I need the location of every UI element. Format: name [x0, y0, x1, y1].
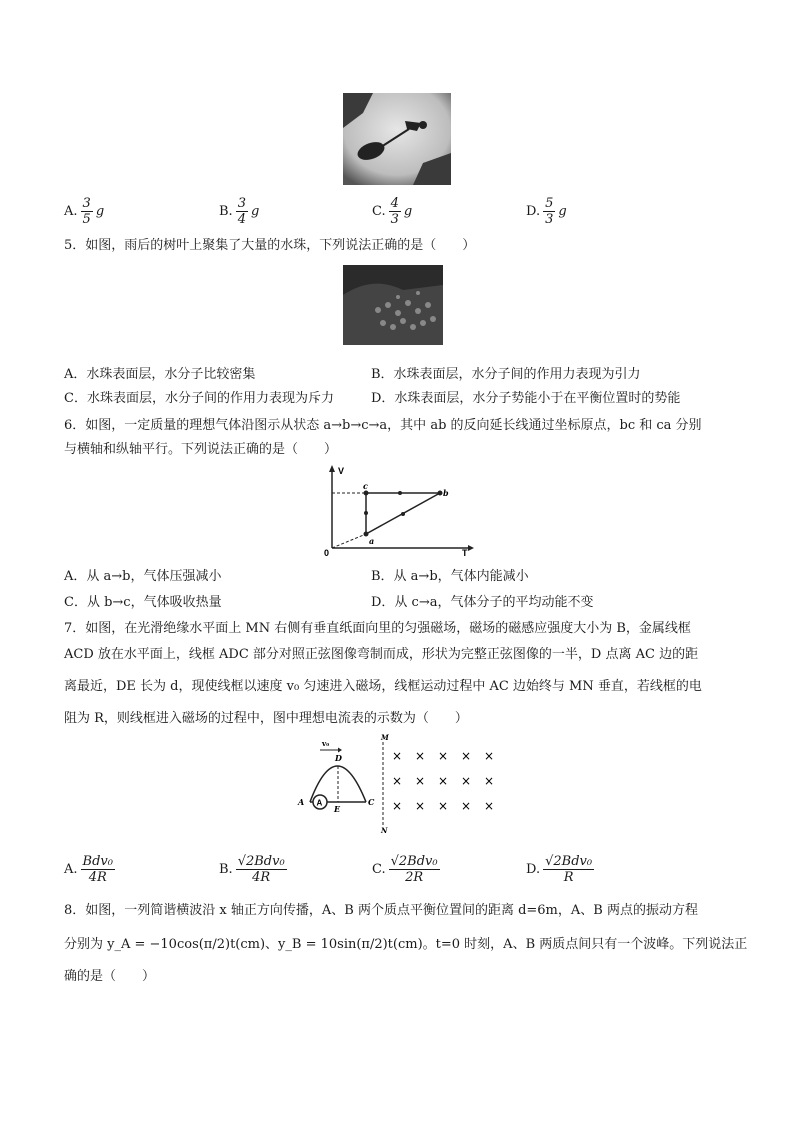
- q7-option-c[interactable]: [372, 850, 443, 888]
- numerator: √2Bdv₀: [390, 853, 438, 869]
- point-c: [364, 491, 369, 496]
- numerator: √2Bdv₀: [545, 853, 593, 869]
- field-cross: ×: [392, 749, 403, 763]
- magnetic-field-figure: [294, 732, 502, 834]
- rocket-photo-art: [343, 93, 451, 185]
- point-b: [438, 491, 443, 496]
- velocity-arrowhead: [338, 748, 342, 753]
- denominator: 4R: [88, 869, 107, 885]
- fraction: [389, 196, 401, 227]
- label-b: b: [443, 488, 449, 498]
- option-label: D.: [526, 861, 541, 877]
- option-label: A.: [64, 203, 78, 219]
- t-axis-arrow: [468, 545, 474, 551]
- fraction: [543, 854, 594, 885]
- velocity-label: v₀: [322, 739, 330, 748]
- denominator: 4: [237, 211, 246, 227]
- q5-option-b[interactable]: B．水珠表面层，水分子间的作用力表现为引力: [371, 367, 641, 382]
- field-cross: ×: [415, 799, 426, 813]
- label-a: a: [369, 536, 375, 546]
- q8-line1: 8．如图，一列简谐横波沿 x 轴正方向传播，A、B 两个质点平衡位置间的距离 d=6m，A、B 两点的振动方程: [64, 903, 698, 918]
- q6-stem-line2: 与横轴和纵轴平行。下列说法正确的是（ ）: [64, 442, 338, 457]
- option-label: B.: [219, 861, 233, 877]
- field-cross: ×: [415, 749, 426, 763]
- arrow-dot: [398, 491, 402, 495]
- q6-option-a[interactable]: A．从 a→b，气体压强减小: [64, 569, 222, 584]
- q5-stem: 5．如图，雨后的树叶上聚集了大量的水珠，下列说法正确的是（ ）: [64, 238, 476, 253]
- label-M: M: [381, 733, 389, 742]
- numerator: Bdv₀: [82, 853, 113, 869]
- q8-line2: 分别为 y_A = −10cos(π/2)t(cm)、y_B = 10sin(π/2)t(cm)。t=0 时刻，A、B 两质点间只有一个波峰。下列说法正: [64, 937, 748, 952]
- arrow-dot: [401, 512, 405, 516]
- label-c: c: [363, 481, 368, 491]
- dashed-extension-ab: [332, 534, 366, 548]
- label-A: A: [298, 797, 305, 807]
- option-label: B.: [219, 203, 233, 219]
- field-cross: ×: [484, 799, 495, 813]
- q4-option-d[interactable]: [526, 192, 567, 230]
- denominator: 3: [390, 211, 399, 227]
- fraction: [81, 854, 115, 885]
- t-axis-label: T: [462, 548, 468, 558]
- unit: g: [403, 203, 413, 219]
- q4-option-c[interactable]: [372, 192, 412, 230]
- arrow-dot: [364, 511, 368, 515]
- denominator: 5: [82, 211, 91, 227]
- q7-option-d[interactable]: [526, 850, 597, 888]
- numerator: 4: [390, 195, 399, 211]
- denominator: 4R: [252, 869, 271, 885]
- label-E: E: [334, 804, 341, 814]
- q5-option-c[interactable]: C．水珠表面层，水分子间的作用力表现为斥力: [64, 391, 334, 406]
- field-cross: ×: [484, 749, 495, 763]
- q6-option-b[interactable]: B．从 a→b，气体内能减小: [371, 569, 529, 584]
- q4-options: [64, 192, 744, 230]
- water-drops-photo: [343, 265, 443, 345]
- v-axis-label: V: [338, 466, 345, 476]
- origin-label: 0: [324, 548, 330, 558]
- fraction: [389, 854, 440, 885]
- numerator: √2Bdv₀: [237, 853, 285, 869]
- denominator: 3: [545, 211, 554, 227]
- field-cross: ×: [392, 799, 403, 813]
- option-label: D.: [526, 203, 541, 219]
- q5-option-a[interactable]: A．水珠表面层，水分子比较密集: [64, 367, 256, 382]
- denominator: 2R: [405, 869, 424, 885]
- unit: g: [250, 203, 260, 219]
- fraction: [81, 196, 93, 227]
- q4-option-a[interactable]: [64, 192, 104, 230]
- field-cross: ×: [415, 774, 426, 788]
- q6-stem-line1: 6．如图，一定质量的理想气体沿图示从状态 a→b→c→a，其中 ab 的反向延长线通过坐标原点，bc 和 ca 分别: [64, 418, 702, 433]
- fraction: [236, 854, 287, 885]
- label-N: N: [381, 826, 388, 834]
- numerator: 5: [545, 195, 554, 211]
- rocket-photo: [343, 93, 451, 185]
- numerator: 3: [237, 195, 246, 211]
- option-label: C.: [372, 861, 386, 877]
- q7-options: [64, 850, 744, 888]
- vt-graph: [318, 462, 480, 558]
- numerator: 3: [82, 195, 91, 211]
- field-cross: ×: [438, 774, 449, 788]
- label-D: D: [335, 753, 342, 763]
- unit: g: [558, 203, 567, 219]
- q7-option-a[interactable]: [64, 850, 118, 888]
- field-cross: ×: [438, 799, 449, 813]
- field-cross: ×: [461, 799, 472, 813]
- q7-line3: 离最近，DE 长为 d，现使线框以速度 v₀ 匀速进入磁场，线框运动过程中 AC 边始终与 MN 垂直，若线框的电: [64, 679, 702, 694]
- v-axis-arrow: [329, 465, 335, 472]
- label-C: C: [368, 797, 375, 807]
- point-a: [364, 532, 369, 537]
- ammeter-label: A: [316, 798, 323, 808]
- q7-line2: ACD 放在水平面上，线框 ADC 部分对照正弦图像弯制而成，形状为完整正弦图像的一半，D 点离 AC 边的距: [64, 647, 699, 662]
- option-label: A.: [64, 861, 78, 877]
- field-cross: ×: [392, 774, 403, 788]
- water-drops-art: [343, 265, 443, 345]
- denominator: R: [563, 869, 574, 885]
- fraction: [236, 196, 248, 227]
- unit: g: [95, 203, 105, 219]
- magnetic-field-crosses: [392, 749, 494, 813]
- q4-option-b[interactable]: [219, 192, 259, 230]
- q5-option-d[interactable]: D．水珠表面层，水分子势能小于在平衡位置时的势能: [371, 391, 681, 406]
- q7-line1: 7．如图，在光滑绝缘水平面上 MN 右侧有垂直纸面向里的匀强磁场，磁场的磁感应强度大小为 B，金属线框: [64, 621, 691, 636]
- q6-option-d[interactable]: D．从 c→a，气体分子的平均动能不变: [371, 595, 594, 610]
- field-cross: ×: [484, 774, 495, 788]
- fraction: [543, 196, 555, 227]
- field-cross: ×: [461, 774, 472, 788]
- q6-option-c[interactable]: C．从 b→c，气体吸收热量: [64, 595, 222, 610]
- q8-line3: 确的是（ ）: [64, 969, 156, 984]
- q7-line4: 阻为 R，则线框进入磁场的过程中，图中理想电流表的示数为（ ）: [64, 711, 468, 726]
- field-cross: ×: [461, 749, 472, 763]
- q7-option-b[interactable]: [219, 850, 290, 888]
- option-label: C.: [372, 203, 386, 219]
- field-cross: ×: [438, 749, 449, 763]
